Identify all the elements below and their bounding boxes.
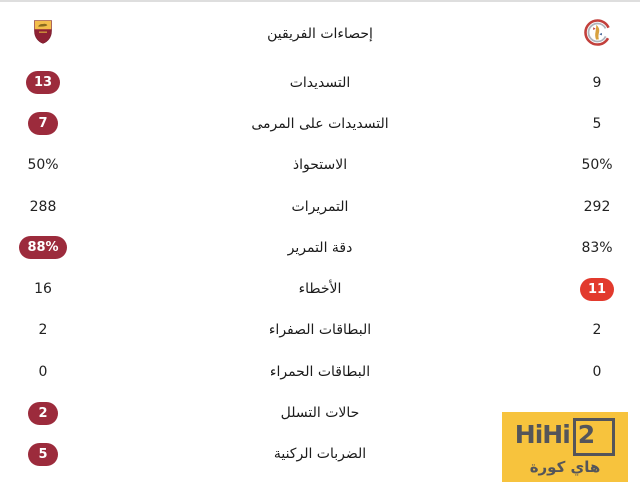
- stat-label: البطاقات الصفراء: [268, 322, 372, 339]
- hihi2-logo: [515, 418, 615, 456]
- stat-row: [0, 62, 640, 103]
- left-team-value: 88%: [19, 236, 66, 259]
- right-team-value: 11: [580, 278, 614, 301]
- stat-row: [0, 186, 640, 227]
- right-team-value: 50%: [581, 157, 613, 174]
- left-team-value: 2: [28, 402, 58, 425]
- stat-row: [0, 268, 640, 309]
- right-team-value-cell: [554, 240, 640, 256]
- left-team-value: 7: [28, 112, 58, 135]
- right-team-logo-cell: [554, 19, 640, 50]
- left-team-value: 2: [38, 322, 48, 339]
- left-team-value: 0: [38, 363, 48, 380]
- left-team-value-cell: [0, 112, 86, 135]
- hihi2-brand-suffix: 2: [573, 418, 615, 456]
- left-team-value-cell: [0, 322, 86, 338]
- right-team-value-cell: [554, 116, 640, 132]
- stat-label: حالات التسلل: [280, 405, 360, 422]
- left-team-value-cell: [0, 443, 86, 466]
- left-team-value: 13: [26, 71, 60, 94]
- right-team-value: 2: [592, 322, 602, 339]
- left-team-value-cell: [0, 71, 86, 94]
- left-team-value: 5: [28, 443, 58, 466]
- stat-row: [0, 145, 640, 186]
- right-team-value: 292: [583, 198, 611, 215]
- as-roma-crest-icon: [34, 20, 52, 48]
- left-team-value: 16: [34, 281, 52, 298]
- stat-label: البطاقات الحمراء: [269, 363, 371, 380]
- right-team-value-cell: [554, 199, 640, 215]
- right-team-value-cell: [554, 364, 640, 380]
- stat-row: [0, 103, 640, 144]
- stat-row: [0, 351, 640, 392]
- left-team-value-cell: [0, 236, 86, 259]
- right-team-value-cell: [554, 278, 640, 301]
- us-cremonese-crest-icon: [584, 19, 611, 50]
- stat-label: التمريرات: [291, 198, 349, 215]
- hihi2-watermark: [502, 412, 628, 482]
- left-team-value: 50%: [27, 157, 59, 174]
- left-team-value-cell: [0, 199, 86, 215]
- left-team-value-cell: [0, 281, 86, 297]
- right-team-value: 0: [592, 363, 602, 380]
- stat-row: [0, 227, 640, 268]
- left-team-value: 288: [29, 198, 57, 215]
- right-team-value: 83%: [581, 239, 613, 256]
- stat-row: [0, 310, 640, 351]
- stat-label: التسديدات: [289, 74, 351, 91]
- stat-label: الأخطاء: [298, 281, 342, 298]
- stat-label: التسديدات على المرمى: [251, 115, 389, 132]
- stats-header: [0, 18, 640, 50]
- right-team-value-cell: [554, 157, 640, 173]
- right-team-value: 5: [592, 115, 602, 132]
- left-team-value-cell: [0, 364, 86, 380]
- right-team-value-cell: [554, 322, 640, 338]
- hihi2-brand-text: HiHi: [514, 419, 570, 449]
- stats-title: إحصاءات الفريقين: [267, 26, 373, 42]
- stat-label: دقة التمرير: [287, 239, 353, 256]
- left-team-value-cell: [0, 402, 86, 425]
- stat-label: الاستحواذ: [292, 157, 348, 174]
- stat-label: الضربات الركنية: [273, 446, 367, 463]
- hihi2-subtitle: هاي كورة: [529, 458, 601, 477]
- left-team-logo-cell: [0, 20, 86, 48]
- left-team-value-cell: [0, 157, 86, 173]
- right-team-value-cell: [554, 75, 640, 91]
- right-team-value: 9: [592, 74, 602, 91]
